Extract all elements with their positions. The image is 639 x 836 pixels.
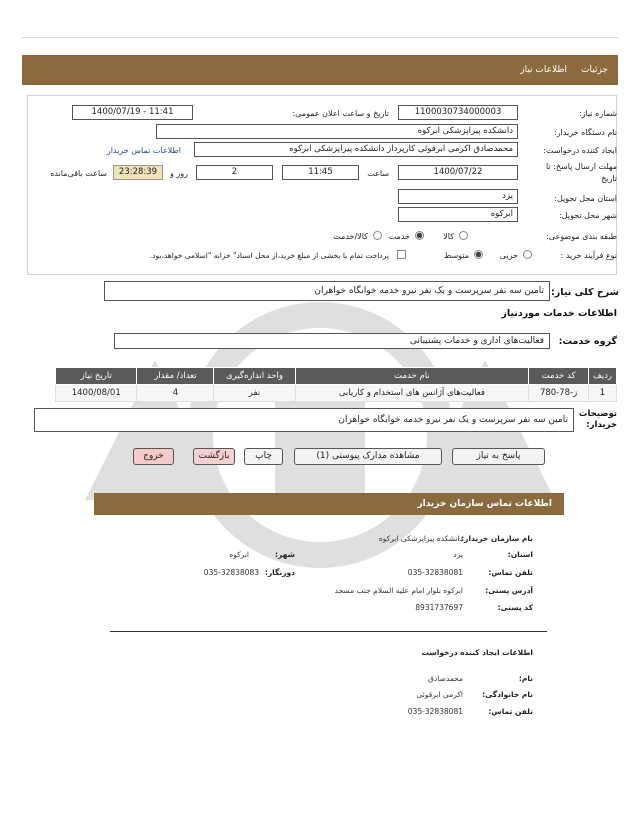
col-unit: واحد اندازه‌گیری: [214, 368, 295, 385]
summary-field: تامین سه نفر سرپرست و یک نفر نیرو خدمه خوابگاه خواهران: [104, 281, 550, 301]
creator-label: ایجاد کننده درخواست:: [543, 146, 617, 155]
org-contact-bar: اطلاعات تماس سازمان خریدار: [94, 493, 564, 515]
city-label: شهر محل تحویل:: [559, 211, 617, 220]
requester-title: اطلاعات ایجاد کننده درخواست: [421, 648, 533, 657]
cell-name: فعالیت‌های آژانس های استخدام و کاریابی: [295, 385, 529, 402]
services-title: اطلاعات خدمات مورد‌نیاز: [501, 308, 617, 319]
need-number-label: شماره نیاز:: [579, 109, 617, 118]
header-bar: [22, 55, 618, 85]
cell-row: 1: [588, 385, 616, 402]
org-name-label: نام سازمان خریدار:: [461, 534, 533, 543]
category-goods-service-label: کالا/خدمت: [333, 232, 368, 241]
process-label: نوع فرآیند خرید :: [560, 251, 617, 260]
org-phone-value: 035-32838081: [407, 568, 463, 577]
services-table-header: [56, 368, 617, 385]
province-field: یزد: [398, 189, 518, 204]
category-service-radio[interactable]: [415, 231, 424, 240]
cell-code: ز-78-780: [529, 385, 589, 402]
requester-first-value: محمدصادق: [428, 674, 463, 683]
deadline-date-field: 1400/07/22: [398, 165, 518, 180]
top-divider: [22, 37, 618, 38]
process-medium-label: متوسط: [443, 251, 469, 260]
requester-last-label: نام خانوادگی:: [482, 690, 533, 699]
org-postal-label: کد پستی:: [497, 603, 533, 612]
deadline-time-field: 11:45: [282, 165, 359, 180]
print-button[interactable]: چاپ: [244, 448, 283, 465]
requester-first-label: نام:: [518, 674, 533, 683]
col-code: کد خدمت: [529, 368, 589, 385]
days-label: روز و: [170, 169, 188, 178]
tab-details[interactable]: جزئیات: [581, 65, 608, 75]
remaining-time-field: 23:28:39: [113, 165, 163, 180]
exit-button[interactable]: خروج: [133, 448, 174, 465]
tab-need-info[interactable]: اطلاعات نیاز: [520, 65, 568, 75]
section-divider: [110, 631, 547, 632]
org-city-label: شهر:: [275, 550, 295, 559]
requester-phone-label: تلفن تماس:: [488, 707, 533, 716]
need-number-field: 1100030734000003: [398, 105, 518, 120]
city-field: ابرکوه: [398, 207, 518, 222]
category-goods-service-radio[interactable]: [373, 231, 382, 240]
back-button[interactable]: بازگشت: [193, 448, 235, 465]
process-minor-radio[interactable]: [523, 250, 532, 259]
org-name-value: دانشکده پیراپزشکی ابرکوه: [378, 534, 463, 543]
org-province-value: یزد: [453, 550, 463, 559]
service-group-field: فعالیت‌های اداری و خدمات پشتیبانی: [114, 333, 550, 349]
col-name: نام خدمت: [295, 368, 529, 385]
category-goods-label: کالا: [443, 232, 454, 241]
deadline-label-date: تاریخ: [601, 174, 617, 183]
cell-unit: نفر: [214, 385, 295, 402]
org-fax-value: 035-32838083: [203, 568, 259, 577]
cell-date: 1400/08/01: [56, 385, 137, 402]
reply-button[interactable]: پاسخ به نیاز: [452, 448, 545, 465]
category-service-label: خدمت: [388, 232, 410, 241]
cell-qty: 4: [137, 385, 214, 402]
category-label: طبقه بندی موضوعی:: [546, 232, 617, 241]
process-minor-label: جزیی: [499, 251, 518, 260]
province-label: استان محل تحویل:: [554, 194, 617, 203]
deadline-time-label: ساعت: [367, 169, 389, 178]
remaining-label: ساعت باقی‌مانده: [50, 169, 107, 178]
requester-phone-value: 035-32838081: [407, 707, 463, 716]
col-date: تاریخ نیاز: [56, 368, 137, 385]
org-postal-value: 8931737697: [415, 603, 463, 612]
attachments-button[interactable]: مشاهده مدارک پیوستی (1): [294, 448, 442, 465]
buyer-label: نام دستگاه خریدار:: [554, 128, 617, 137]
requester-last-value: اکرمی ابرقوئی: [416, 690, 463, 699]
announce-field: 1400/07/19 - 11:41: [72, 105, 193, 120]
category-goods-radio[interactable]: [459, 231, 468, 240]
deadline-label: مهلت ارسال پاسخ: تا: [545, 162, 617, 171]
org-address-value: ابرکوه بلوار امام علیه السلام جنب مسجد: [334, 586, 463, 595]
creator-field: محمدصادق اکرمی ابرقوئی کارپرداز دانشکده پیراپزشکی ابرکوه: [194, 142, 518, 157]
org-province-label: استان:: [507, 550, 533, 559]
buyer-field: دانشکده پیراپزشکی ابرکوه: [156, 124, 518, 139]
org-address-label: آدرس پستی:: [485, 586, 533, 595]
need-info-panel: [27, 95, 617, 275]
buyer-contact-link[interactable]: اطلاعات تماس خریدار: [106, 146, 181, 155]
table-row: [56, 385, 617, 402]
services-table: [55, 367, 617, 402]
treasury-note: پرداخت تمام یا بخشی از مبلغ خرید،از محل اسناد" خزانه "اسلامی خواهد،بود.: [149, 251, 389, 260]
org-fax-label: دورنگار:: [264, 568, 295, 577]
buyer-notes-field: تامین سه نفر سرپرست و یک نفر نیرو خدمه خوابگاه خواهران: [34, 408, 574, 432]
org-city-value: ابرکوه: [229, 550, 249, 559]
summary-label: شرح کلی نیاز:: [550, 287, 619, 298]
col-row: ردیف: [588, 368, 616, 385]
service-group-label: گروه خدمت:: [558, 336, 617, 347]
days-field: 2: [196, 165, 273, 180]
org-phone-label: تلفن تماس:: [488, 568, 533, 577]
buyer-notes-label: توضیحات خریدار:: [578, 409, 617, 430]
col-qty: تعداد/ مقدار: [137, 368, 214, 385]
announce-label: تاریخ و ساعت اعلان عمومی:: [292, 109, 389, 118]
process-medium-radio[interactable]: [474, 250, 483, 259]
treasury-checkbox[interactable]: [397, 250, 406, 259]
